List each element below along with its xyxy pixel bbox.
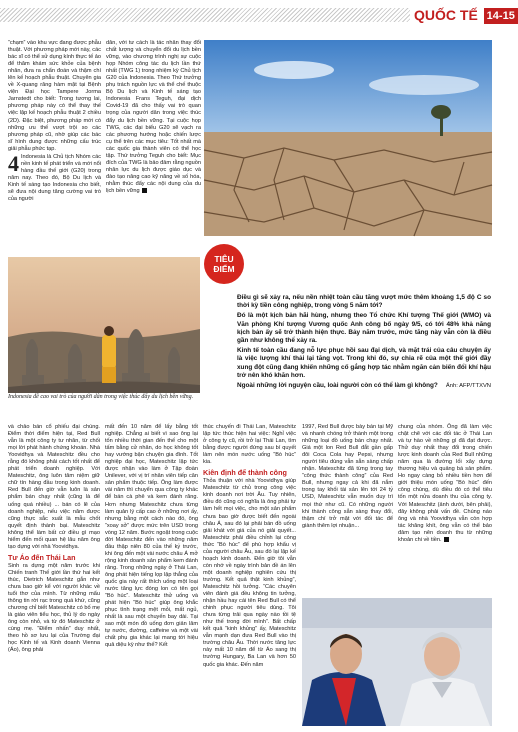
body-paragraph: thúc chuyến đi Thái Lan, Mateschitz lập tức thúc hiện hai việc: Nghỉ việc ở công ty cũ, rồi trở lại Thái Lan, tìm bằng được người đứng sau bí quyết làm nên món nước uống “Bò húc” kia. xyxy=(203,424,296,466)
body-text: Indonesia là Chủ tịch Nhóm các nền kinh tế phát triển và mới nổi hàng đầu thế giới (G20) trong năm nay. Theo đó, Bộ Du lịch và Kinh tế sáng tạo Indonesia cho biết, sẽ đưa nội dung tăng cường vai trò của người xyxy=(8,153,101,203)
lead-paragraph-1: Điều gì sẽ xảy ra, nếu nền nhiệt toàn cầu tăng vượt mức thêm khoảng 1,5 độ C so thời kỳ tiền công nghiệp, trong vòng 5 năm tới? xyxy=(237,294,491,310)
lead-paragraph-4 xyxy=(237,382,491,390)
body-text: dân, với tư cách là tác nhân thay đổi chất lượng và chuyển đổi du lịch bền vững, vào chương trình nghị sự cuộc họp Nhóm công tác du lịch lần thứ nhất (TWG 1) trong nhiệm kỳ Chủ tịch G20 của Indonesia. Theo Thứ trưởng phụ trách nguồn lực và thể chế thuộc Bộ Du lịch và Kinh tế sáng tạo Indonesia Frans Teguh, đại dịch Covid-19 đã cho thấy vai trò quan trọng của người dân trong việc thúc đẩy du lịch bền vững. Tại cuộc họp TWG, các đại biểu G20 sẽ vạch ra các phương hướng hoặc chiến lược cụ thể trên các mục tiêu: Tốt nhất mà các quốc gia thành viên có thể học tập. Thứ trưởng Teguh cho biết: Mục đích của TWG là bảo đảm rằng nguồn nhân lực du lịch được giáo dục và đào tạo nâng cao kỹ năng về số hóa, nhằm thúc đẩy các nội dung của du lịch bền vững xyxy=(106,40,201,194)
header-stripes xyxy=(0,8,410,22)
photo-caption: Indonesia đề cao vai trò của người dân trong việc thúc đẩy du lịch bền vững. xyxy=(8,394,194,400)
end-mark-icon xyxy=(444,537,449,542)
drought-illustration xyxy=(204,40,492,236)
page-number-box: 14-15 xyxy=(484,8,518,24)
body-paragraph: Thỏa thuận với nhà Yoovidhya giúp Mateschitz từ chủ trong công việc kinh doanh nơi trời Âu. Tuy nhiên, điều đó cũng có nghĩa là ông phải tự làm hết mọi việc, cho một sản phẩm chưa bao giờ được biết đến ngoài châu Á, sau đó lại phải bán đồ uống giải khát với giá của nó giải quyết... Mateschitz phải điều chỉnh lại công thức “Bò húc” để phù hợp khẩu vị của người châu Âu, sau đó lại lập kế hoạch kinh doanh. Đến giờ tôi vẫn còn nhớ về ngày trình bản đề án lên một doanh nghiệp nghiên cứu thị trường. Kết quả thật kinh khủng”, Mateschitz hồi tưởng. “Các chuyên viên đánh giá đều không tin tưởng, nhận hầu hay cái tên Red Bull có thể chinh phục người tiêu dùng. Tôi chưa từng trải qua ngày nào tồi tệ như thế trong đời mình”. Bất chấp kết quả “kinh khủng” ấy, Mateschitz vẫn mạnh dạn đưa Red Bull vào thị trường châu Âu. Thời nước tăng lực này mất 10 năm để từ Áo sang thị trường Hungary, Ba Lan và hơn 50 quốc gia khác. Đến năm xyxy=(203,478,296,668)
story-column-1 xyxy=(8,424,100,724)
lead-paragraph-3: Kinh tế toàn cầu đang nỗ lực phục hồi sau đại dịch, và mặt trái của câu chuyện ấy là việc lượng khí thải lại tăng vọt. Trong khi đó, sự chia rẽ của một thế giới đầy xung đột cũng đang khiến những cố gắng hợp tác nhằm ngăn cản biến đổi khí hậu trở nên khó khăn hơn. xyxy=(237,347,491,379)
article-column-2-top xyxy=(106,40,201,250)
section-title xyxy=(414,6,518,24)
badge-line-2: ĐIỂM xyxy=(213,264,235,274)
body-paragraph: và chảo bán cổ phiếu đại chúng. Điểm thời điểm hiện tại, Red Bull vẫn là một công ty tư nhân, từ chối mọi lời phát hành chứng khoán. Nhà Yoovidhya và Mateschitz đều cho rằng đó không phải cách tốt nhất để phát triển doanh nghiệp. Với Mateschitz, ông luôn tâm niệm giữ chữ tín hàng đầu trong kinh doanh. Red Bull đến giờ vẫn luôn là sản phẩm bán chạy nhất (cũng là để uống quá nhiều) ... bán có lẽ của doanh nghiệp, nếu việc năm được cũng thực sắc xuất là mẫu chốt quyết định thành bại. Mateschitz không thể làm bất cứ điều gì mạo hiểm đến mối quan hệ lâu năm ông tạo dựng với nhà Yoovidhya. xyxy=(8,424,100,550)
drop-cap: 4 xyxy=(8,150,19,176)
body-text: chung của nhóm. Ông đã làm việc chặt chẽ với các đối tác ở Thái Lan và tự hào về những gì đã đạt được. Thử duy nhất thay đổi trong chiến lược kinh doanh của Red Bull những năm qua là đường lối xây dựng thương hiệu và quảng bá sản phẩm. Ho ngay càng bỏ nhiều tiền hơn để giới thiệu món uống “Bò húc” đến công chúng, dù điều đó có thể tiêu tốn một nửa doanh thu của công ty. Với Mateschitz (ảnh dưới, bên phải), đây không phải vấn đề. Chúng náo ông và nhà Yoovidhya vẫn còn hợp tác khăng khít, ông vẫn có thể bảo đảm tạo nên doanh thu từ những khoản chi về tiền. xyxy=(398,424,492,543)
body-paragraph: “chạm” vào khu vực đang được phẫu thuật. Với phương pháp mới này, các bác sĩ có thể sử dụng kính thực tế ảo để thăm khám sức khỏe của bệnh nhân, đưa ra chẩn đoán và thậm chí lên kế hoạch phẫu thuật. Chuyên gia về X-quang răng hàm mặt tại Bệnh viện Đại học Tampere Jorma Jarnstedt cho biết: Trong tương lai, phương pháp này có thể thay thế việc lập kế hoạch phẫu thuật 2 chiều (2D). Đặc biệt, phương pháp mới có những ưu thế vượt trội so các phương pháp cũ, nhờ giúp các bác sĩ hình dung được những cấu trúc giải phẫu phức tạp. xyxy=(8,40,101,152)
body-paragraph: 1997, Red Bull được bày bán tại Mỹ và nhanh chóng trở thành một trong những loại đồ uống bán chạy nhất. Giá một lon Red Bull đắt gần gấp đôi Coca Cola hay Pepsi, nhưng người tiêu dùng vẫn sẵn sàng chấp nhận. Mateschitz đã từng trong tay “công thức thành công” của Red Bull, nhưng ngay cả khi đã nắm trong tay khối tài sản lên tới 24 tỷ USD, Mateschitz vẫn muốn duy trì mọi thứ như cũ. Có những người khi thành công sẵn sàng thay đổi, thậm chí trở mặt với đối tác để giành thêm lợi nhuận... xyxy=(302,424,393,529)
badge-line-1: TIÊU xyxy=(214,254,234,264)
body-paragraph xyxy=(106,40,201,195)
lead-paragraph-2: Đó là một kịch bản hãi hùng, nhưng theo Tổ chức Khí tượng Thế giới (WMO) và Văn phòng Khí tượng Vương quốc Anh công bố ngày 9/5, có tới 48% khả năng kịch bản ấy sẽ trở thành hiện thực. Bảy năm trước, mức tăng này vẫn còn là điều gần như không thể xảy ra. xyxy=(237,312,491,345)
story-column-3 xyxy=(203,424,296,724)
body-paragraph xyxy=(398,424,492,544)
body-paragraph: mất đến 10 năm để lấy bằng tốt nghiệp. Chẳng ai biết vì sao ông lại tốn nhiều thời gian đến thế cho một tấm bằng cử nhân, do học không tốt hay vướng bận chuyện gia đình. Tốt nghiệp đại học, Mateschitz lập tức được nhận vào làm ở Tập đoàn Unilever, với vị trí nhân viên tiếp cân sản phẩm thuộc tiếp. Ông làm được vài năm thì chuyển qua công ty khác để bán cà phê và kem đánh răng. Hơn nhưng Mateschitz chưa từng làm quản lý cấp cao ở những nơi ấy, nhưng bằng một cách nào đó, ông “xoay sở” được mức trên USD trong vòng 12 năm. Bước ngoặt trong cuộc đời Mateschitz đến vào những năm đầu thập niên 80 của thế kỷ trước, khi ông đến một vài nước châu Á mở rộng kinh doanh sản phẩm kem đánh răng. Trong những ngày ở Thái Lan, ông phát hiện tiếng lọp lập thẳng của quốc gia này rất thích uống một loại nước tăng lực đóng lon có tên gọi “Bò húc”. Mateschitz thử uống và phát hiện “Bò húc” giúp ông khắc phục tình trạng mệt mỏi, mất ngủ, nhất là sau một chuyến bay dài. Tại sao một món đồ uống đơn giản lâm tự nước, đường, caffeine và một vài chất phụ gia khác lại mang tới hiệu quả diệu kỳ như thế? Kết xyxy=(105,424,198,649)
body-paragraph: Sinh ra dựng một năm trước khi Chiến tranh Thế giới lần thứ hai kết thúc, Dietrich Mateschitz gắn như chưa bao giờ kể với người khác về tuổi thơ của mình. Từ những mẩu thông tin rời rạc trong quá khứ, cũng chương chỉ biết Mateschitz có bố mẹ là giáo viên tiểu học, thủ lý do ngày ông còn nhỏ, và từ đó Mateschitz ở cùng mẹ. “Điểm nhấn” duy nhất, theo hồ sơ lưu lại của Trường đại học Kinh tế và Kinh doanh Vienna (Áo), ông phải xyxy=(8,562,100,654)
lead-question: Ngoài những lời nguyện cầu, loài người còn có thể làm gì không? xyxy=(237,382,438,390)
portrait-illustration xyxy=(302,598,492,726)
subheading: Kiên định để thành công xyxy=(203,468,287,478)
body-paragraph-dropcap xyxy=(8,150,101,203)
photo-two-men xyxy=(302,598,492,726)
story-column-5 xyxy=(398,424,492,594)
story-column-4 xyxy=(302,424,393,594)
photo-cracked-earth xyxy=(204,40,492,236)
story-column-2 xyxy=(105,424,198,724)
article-column-1-top xyxy=(8,40,101,254)
end-mark-icon xyxy=(142,188,147,193)
photo-temple xyxy=(8,257,200,393)
lead-block xyxy=(237,294,491,400)
section-name: QUỐC TẾ xyxy=(414,7,478,23)
focus-badge xyxy=(204,244,244,284)
photo-credit: Ảnh: AFP/TTXVN xyxy=(445,383,491,390)
temple-illustration xyxy=(8,257,200,393)
subheading: Tư Áo đến Thái Lan xyxy=(8,552,76,562)
